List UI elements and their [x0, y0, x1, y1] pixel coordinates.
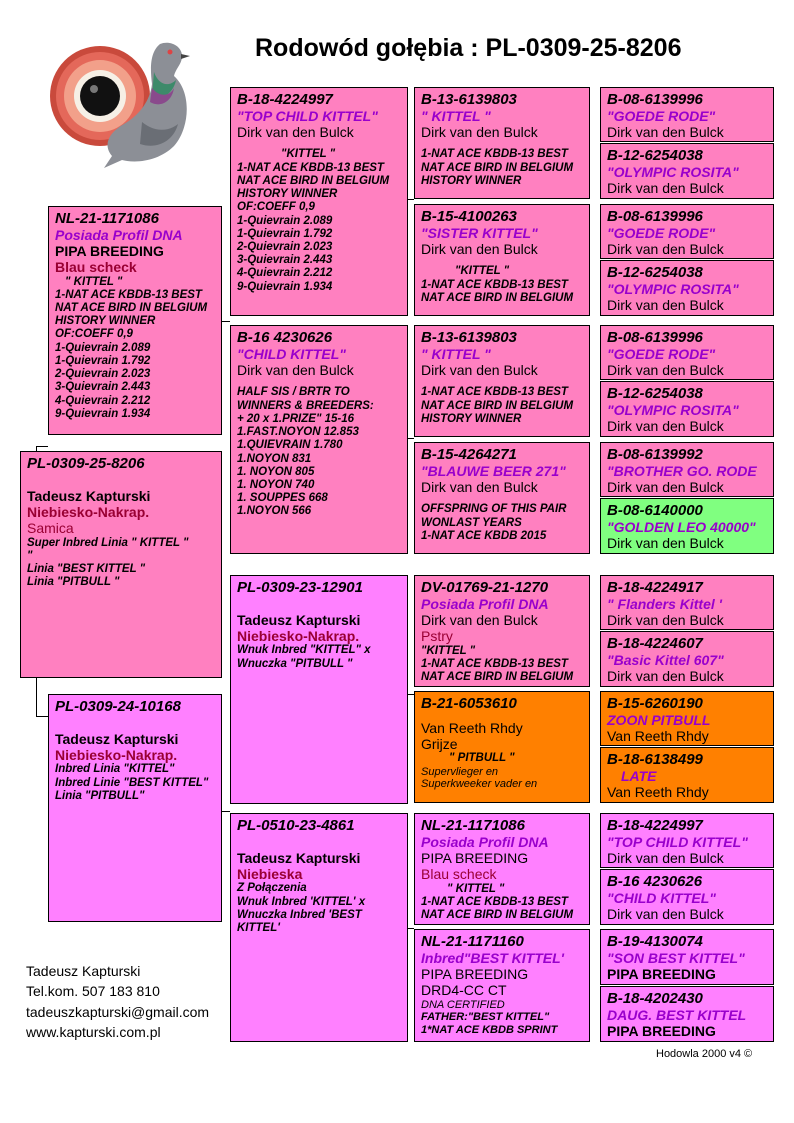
ring-number: B-21-6053610: [421, 695, 517, 712]
connector-line: [407, 694, 414, 695]
note-line: 1-Quievrain 1.792: [237, 227, 333, 240]
pedigree-fm-box: [230, 325, 408, 554]
dna-label: Posiada Profil DNA: [421, 834, 549, 851]
pigeon-name: LATE: [621, 768, 657, 785]
pigeon-name: "BROTHER GO. RODE: [607, 463, 757, 480]
ring-number: B-19-4130074: [607, 933, 703, 950]
owner-name: Van Reeth Rhdy: [421, 720, 523, 737]
ring-number: B-15-4264271: [421, 446, 517, 463]
pedigree-g4-box: [600, 747, 774, 803]
owner-name: Dirk van den Bulck: [607, 850, 724, 867]
ring-number: B-16 4230626: [237, 329, 333, 346]
pedigree-g4-box: [600, 929, 774, 985]
note-line: 4-Quievrain 2.212: [237, 267, 333, 280]
contact-phone: Tel.kom. 507 183 810: [26, 983, 160, 1000]
color-label: Niebiesko-Nakrap.: [55, 747, 178, 764]
owner-name: Dirk van den Bulck: [607, 479, 724, 496]
ring-number: B-18-4224997: [237, 91, 333, 108]
pigeon-name: " KITTEL ": [421, 346, 491, 363]
note-line: 1-NAT ACE KBDB-13 BEST: [421, 386, 568, 399]
note-line: Super Inbred Linia " KITTEL ": [27, 536, 189, 549]
ring-number: B-12-6254038: [607, 264, 703, 281]
dna-label: Posiada Profil DNA: [55, 227, 183, 244]
note-line: 1-NAT ACE KBDB-13 BEST: [421, 148, 568, 161]
ring-number: NL-21-1171160: [421, 933, 524, 950]
ring-number: NL-21-1171086: [421, 817, 525, 834]
ring-number: B-12-6254038: [607, 385, 703, 402]
note-line: 1.FAST.NOYON 12.853: [237, 426, 359, 439]
ring-number: B-12-6254038: [607, 147, 703, 164]
owner-name: Van Reeth Rhdy: [607, 728, 709, 745]
note-line: 1. SOUPPES 668: [237, 492, 328, 505]
ring-number: B-08-6139996: [607, 208, 703, 225]
note-line: OF:COEFF 0,9: [237, 201, 315, 214]
note-line: FATHER:"BEST KITTEL": [421, 1011, 550, 1024]
line-tag: "KITTEL ": [421, 644, 476, 657]
note-line: HISTORY WINNER: [421, 412, 522, 425]
note-line: NAT ACE BIRD IN BELGIUM: [421, 670, 574, 683]
dna-label: Posiada Profil DNA: [421, 596, 549, 613]
note-line: Linia "BEST KITTEL ": [27, 562, 146, 575]
note-line: 1*NAT ACE KBDB SPRINT: [421, 1023, 558, 1036]
sex-label: Samica: [27, 520, 74, 537]
note-line: 1-Quievrain 2.089: [55, 341, 151, 354]
ring-number: PL-0309-23-12901: [237, 579, 363, 596]
note-line: ": [27, 549, 33, 562]
note-line: Inbred Linie "BEST KITTEL": [55, 776, 209, 789]
pedigree-ffm-box: [414, 204, 590, 316]
note-line: NAT ACE BIRD IN BELGIUM: [421, 291, 574, 304]
note-line: 1.QUIEVRAIN 1.780: [237, 439, 343, 452]
note-line: WINNERS & BREEDERS:: [237, 399, 374, 412]
pigeon-name: "TOP CHILD KITTEL": [607, 834, 748, 851]
pedigree-g4-box: [600, 691, 774, 746]
owner-name: Dirk van den Bulck: [607, 906, 724, 923]
pigeon-name: ZOON PITBULL: [607, 712, 711, 729]
connector-line: [36, 446, 48, 447]
note-line: Linia "PITBULL": [55, 789, 145, 802]
note-line: NAT ACE BIRD IN BELGIUM: [55, 301, 208, 314]
pigeon-name: "SISTER KITTEL": [421, 225, 538, 242]
pedigree-g4-box: [600, 813, 774, 868]
note-line: 1.NOYON 831: [237, 452, 312, 465]
note-line: 3-Quievrain 2.443: [55, 381, 151, 394]
owner-name: Dirk van den Bulck: [607, 297, 724, 314]
ring-number: B-08-6139996: [607, 329, 703, 346]
pedigree-mmm-box: [414, 929, 590, 1042]
owner-name: Tadeusz Kapturski: [237, 612, 361, 629]
owner-name: Dirk van den Bulck: [607, 668, 724, 685]
pedigree-g4-box: [600, 631, 774, 687]
ring-number: B-08-6139996: [607, 91, 703, 108]
pedigree-subject-box: [20, 451, 222, 678]
pigeon-name: "OLYMPIC ROSITA": [607, 164, 739, 181]
color-label: Pstry: [421, 628, 453, 645]
breeder-name: PIPA BREEDING: [421, 850, 529, 867]
ring-number: B-18-4224607: [607, 635, 703, 652]
connector-line: [36, 678, 37, 716]
line-tag: " PITBULL ": [449, 752, 515, 765]
note-line: 3-Quievrain 2.443: [237, 254, 333, 267]
pigeon-name: "CHILD KITTEL": [607, 890, 716, 907]
pedigree-mf-box: [230, 575, 408, 804]
connector-line: [407, 928, 414, 929]
pigeon-name: " KITTEL ": [421, 108, 491, 125]
pedigree-g4-box: [600, 381, 774, 437]
note-line: HALF SIS / BRTR TO: [237, 386, 350, 399]
note-line: HISTORY WINNER: [237, 188, 338, 201]
note-line: 1-Quievrain 1.792: [55, 354, 151, 367]
pedigree-g4-box: [600, 986, 774, 1042]
owner-name: Dirk van den Bulck: [237, 362, 354, 379]
color-label: Grijze: [421, 736, 458, 753]
ring-number: DV-01769-21-1270: [421, 579, 549, 596]
line-tag: "KITTEL ": [455, 265, 510, 278]
pedigree-fff-box: [414, 87, 590, 199]
note-line: KITTEL': [237, 922, 280, 935]
owner-name: Dirk van den Bulck: [237, 124, 354, 141]
ring-number: B-13-6139803: [421, 91, 517, 108]
note-line: OFFSPRING OF THIS PAIR: [421, 503, 567, 516]
note-line: Wnuczka "PITBULL ": [237, 657, 353, 670]
pedigree-g4-box: [600, 143, 774, 199]
note-line: 1-NAT ACE KBDB-13 BEST: [237, 161, 384, 174]
pigeon-name: "Basic Kittel 607": [607, 652, 724, 669]
pedigree-g4-box: [600, 498, 774, 554]
owner-name: Dirk van den Bulck: [421, 362, 538, 379]
pedigree-g4-box: [600, 325, 774, 380]
note-line: 1-NAT ACE KBDB-13 BEST: [421, 657, 568, 670]
pigeon-name: "GOEDE RODE": [607, 346, 716, 363]
note-line: 1-NAT ACE KBDB-13 BEST: [421, 278, 568, 291]
note-line: Superkweeker vader en: [421, 778, 538, 791]
note-line: Inbred Linia "KITTEL": [55, 763, 175, 776]
owner-name: Dirk van den Bulck: [607, 180, 724, 197]
pedigree-g4-box: [600, 204, 774, 259]
owner-name: Dirk van den Bulck: [607, 362, 724, 379]
note-line: Wnuczka Inbred 'BEST: [237, 908, 362, 921]
note-line: 1. NOYON 805: [237, 465, 315, 478]
pedigree-fmf-box: [414, 325, 590, 437]
pedigree-g4-box: [600, 260, 774, 316]
note-line: Wnuk Inbred 'KITTEL' x: [237, 895, 366, 908]
ring-number: B-08-6140000: [607, 502, 703, 519]
note-line: Supervlieger en: [421, 765, 499, 778]
note-line: NAT ACE BIRD IN BELGIUM: [237, 174, 390, 187]
color-label: DRD4-CC CT: [421, 982, 507, 999]
pedigree-mm-box: [230, 813, 408, 1042]
pedigree-mother-box: [48, 694, 222, 922]
note-line: 1-NAT ACE KBDB 2015: [421, 529, 547, 542]
note-line: NAT ACE BIRD IN BELGIUM: [421, 908, 574, 921]
pigeon-name: DAUG. BEST KITTEL: [607, 1007, 747, 1024]
owner-name: Dirk van den Bulck: [607, 241, 724, 258]
owner-name: Tadeusz Kapturski: [27, 488, 151, 505]
pedigree-mmf-box: [414, 813, 590, 925]
owner-name: Tadeusz Kapturski: [237, 850, 361, 867]
pedigree-g4-box: [600, 87, 774, 142]
ring-number: B-16 4230626: [607, 873, 703, 890]
connector-line: [407, 199, 414, 200]
contact-name: Tadeusz Kapturski: [26, 963, 141, 979]
ring-number: PL-0309-24-10168: [55, 698, 181, 715]
pigeon-name: Inbred"BEST KITTEL': [421, 950, 564, 967]
pigeon-name: "GOEDE RODE": [607, 225, 716, 242]
owner-name: Van Reeth Rhdy: [607, 784, 709, 801]
pedigree-mff-box: [414, 575, 590, 687]
pedigree-g4-box: [600, 575, 774, 630]
ring-number: B-08-6139992: [607, 446, 703, 463]
color-label: Niebiesko-Nakrap.: [27, 504, 150, 521]
note-line: 4-Quievrain 2.212: [55, 394, 151, 407]
connector-line: [36, 716, 48, 717]
ring-number: B-15-4100263: [421, 208, 517, 225]
ring-number: NL-21-1171086: [55, 210, 159, 227]
pigeon-name: "OLYMPIC ROSITA": [607, 281, 739, 298]
pigeon-eye-logo: [42, 32, 192, 172]
pedigree-father-box: [48, 206, 222, 435]
color-label: Niebiesko-Nakrap.: [237, 628, 360, 645]
pigeon-name: "BLAUWE BEER 271": [421, 463, 566, 480]
note-line: 1.NOYON 566: [237, 505, 312, 518]
ring-number: B-18-6138499: [607, 751, 703, 768]
pedigree-ff-box: [230, 87, 408, 316]
note-line: 1-Quievrain 2.089: [237, 214, 333, 227]
pigeon-name: "GOLDEN LEO 40000": [607, 519, 756, 536]
owner-name: Dirk van den Bulck: [607, 124, 724, 141]
ring-number: B-18-4224997: [607, 817, 703, 834]
note-line: NAT ACE BIRD IN BELGIUM: [421, 161, 574, 174]
note-line: 1. NOYON 740: [237, 478, 315, 491]
color-label: Blau scheck: [421, 866, 497, 883]
color-label: Blau scheck: [55, 259, 137, 276]
connector-line: [407, 438, 414, 439]
note-line: 2-Quievrain 2.023: [55, 368, 151, 381]
pedigree-g4-box: [600, 869, 774, 925]
note-line: DNA CERTIFIED: [421, 998, 505, 1011]
note-line: Linia "PITBULL ": [27, 576, 120, 589]
ring-number: B-13-6139803: [421, 329, 517, 346]
owner-name: Dirk van den Bulck: [421, 241, 538, 258]
owner-name: Dirk van den Bulck: [421, 612, 538, 629]
note-line: 1-NAT ACE KBDB-13 BEST: [421, 895, 568, 908]
owner-name: Dirk van den Bulck: [607, 612, 724, 629]
pigeon-name: " Flanders Kittel ': [607, 596, 722, 613]
note-line: HISTORY WINNER: [55, 315, 156, 328]
note-line: + 20 x 1.PRIZE" 15-16: [237, 412, 355, 425]
owner-name: Dirk van den Bulck: [421, 479, 538, 496]
owner-name: Dirk van den Bulck: [607, 418, 724, 435]
owner-name: Dirk van den Bulck: [421, 124, 538, 141]
pigeon-name: "SON BEST KITTEL": [607, 950, 745, 967]
pigeon-name: "TOP CHILD KITTEL": [237, 108, 378, 125]
pedigree-mfm-box: [414, 691, 590, 803]
note-line: OF:COEFF 0,9: [55, 328, 133, 341]
page-title: Rodowód gołębia : PL-0309-25-8206: [255, 34, 682, 62]
breeder-name: PIPA BREEDING: [607, 1023, 716, 1040]
breeder-name: PIPA BREEDING: [55, 243, 164, 260]
note-line: WONLAST YEARS: [421, 516, 522, 529]
line-tag: "KITTEL ": [281, 148, 336, 161]
ring-number: B-15-6260190: [607, 695, 703, 712]
pigeon-name: "CHILD KITTEL": [237, 346, 346, 363]
note-line: Z Połączenia: [237, 882, 307, 895]
pigeon-name: "OLYMPIC ROSITA": [607, 402, 739, 419]
contact-email[interactable]: tadeuszkapturski@gmail.com: [26, 1003, 210, 1020]
owner-name: Dirk van den Bulck: [607, 535, 724, 552]
contact-block: [26, 961, 209, 1042]
footer-label: Hodowla 2000 v4 ©: [656, 1048, 753, 1060]
contact-website[interactable]: www.kapturski.com.pl: [26, 1023, 161, 1040]
note-line: NAT ACE BIRD IN BELGIUM: [421, 399, 574, 412]
ring-number: B-18-4224917: [607, 579, 703, 596]
note-line: 9-Quievrain 1.934: [55, 407, 151, 420]
pedigree-g4-box: [600, 442, 774, 497]
note-line: 9-Quievrain 1.934: [237, 280, 333, 293]
ring-number: PL-0510-23-4861: [237, 817, 355, 834]
breeder-name: PIPA BREEDING: [421, 966, 529, 983]
note-line: 1-NAT ACE KBDB-13 BEST: [55, 288, 202, 301]
note-line: HISTORY WINNER: [421, 174, 522, 187]
breeder-name: PIPA BREEDING: [607, 966, 716, 983]
line-tag: " KITTEL ": [447, 882, 505, 895]
note-line: 2-Quievrain 2.023: [237, 240, 333, 253]
ring-number: PL-0309-25-8206: [27, 455, 145, 472]
owner-name: Tadeusz Kapturski: [55, 731, 179, 748]
color-label: Niebieska: [237, 866, 303, 883]
ring-number: B-18-4202430: [607, 990, 703, 1007]
line-tag: " KITTEL ": [65, 275, 123, 288]
pigeon-name: "GOEDE RODE": [607, 108, 716, 125]
note-line: Wnuk Inbred "KITTEL" x: [237, 644, 371, 657]
pedigree-fmm-box: [414, 442, 590, 554]
